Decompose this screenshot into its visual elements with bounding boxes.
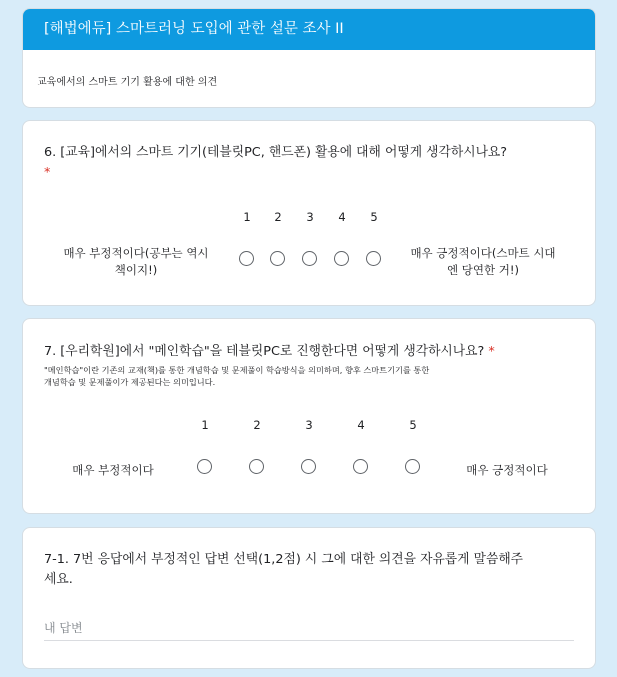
form-header-card	[22, 8, 596, 108]
radio-option-4[interactable]	[334, 251, 349, 266]
scale-number-2: 2	[274, 210, 282, 224]
answer-underline	[44, 640, 574, 641]
question-6-title: 6. [교육]에서의 스마트 기기(테블릿PC, 핸드폰) 활용에 대해 어떻게 생각하시나요?	[44, 145, 508, 160]
question-7-title: 7. [우리학원]에서 "메인학습"을 테블릿PC로 진행한다면 어떻게 생각하시나요? *	[44, 344, 495, 359]
radio-option-1[interactable]	[239, 251, 254, 266]
answer-input[interactable]	[44, 618, 574, 638]
scale-low-label: 매우 부정적이다	[72, 463, 154, 477]
scale-number-3: 3	[305, 418, 313, 432]
radio-option-4[interactable]	[353, 459, 368, 474]
scale-number-5: 5	[409, 418, 417, 432]
radio-option-3[interactable]	[302, 251, 317, 266]
scale-number-4: 4	[357, 418, 365, 432]
radio-option-5[interactable]	[405, 459, 420, 474]
radio-option-1[interactable]	[197, 459, 212, 474]
required-mark: *	[44, 165, 51, 180]
form-title: [해법에듀] 스마트러닝 도입에 관한 설문 조사 II	[23, 9, 595, 50]
radio-option-5[interactable]	[366, 251, 381, 266]
question-7-1-title: 7-1. 7번 응답에서 부정적인 답변 선택(1,2점) 시 그에 대한 의견을 자유롭게 말씀해주 세요.	[44, 552, 524, 587]
scale-number-5: 5	[370, 210, 378, 224]
scale-number-4: 4	[338, 210, 346, 224]
scale-high-label: 매우 긍정적이다(스마트 시대 엔 당연한 거!)	[410, 246, 556, 277]
scale-low-label: 매우 부정적이다(공부는 역시 책이지!)	[63, 246, 209, 277]
scale-number-3: 3	[306, 210, 314, 224]
scale-number-2: 2	[253, 418, 261, 432]
scale-number-1: 1	[201, 418, 209, 432]
question-7-description: "메인학습"이란 기존의 교재(책)를 통한 개념학습 및 문제풀이 학습방식을 의미하며, 향후 스마트기기를 통한 개념학습 및 문제풀이가 제공된다는 의미입니다.	[44, 365, 430, 387]
required-mark: *	[488, 344, 495, 359]
question-7-card	[22, 318, 596, 514]
form-description: 교육에서의 스마트 기기 활용에 대한 의견	[37, 77, 218, 88]
question-7-1-card	[22, 527, 596, 669]
radio-option-2[interactable]	[249, 459, 264, 474]
question-6-card	[22, 120, 596, 306]
radio-option-3[interactable]	[301, 459, 316, 474]
scale-number-1: 1	[243, 210, 251, 224]
scale-high-label: 매우 긍정적이다	[466, 463, 548, 477]
radio-option-2[interactable]	[270, 251, 285, 266]
